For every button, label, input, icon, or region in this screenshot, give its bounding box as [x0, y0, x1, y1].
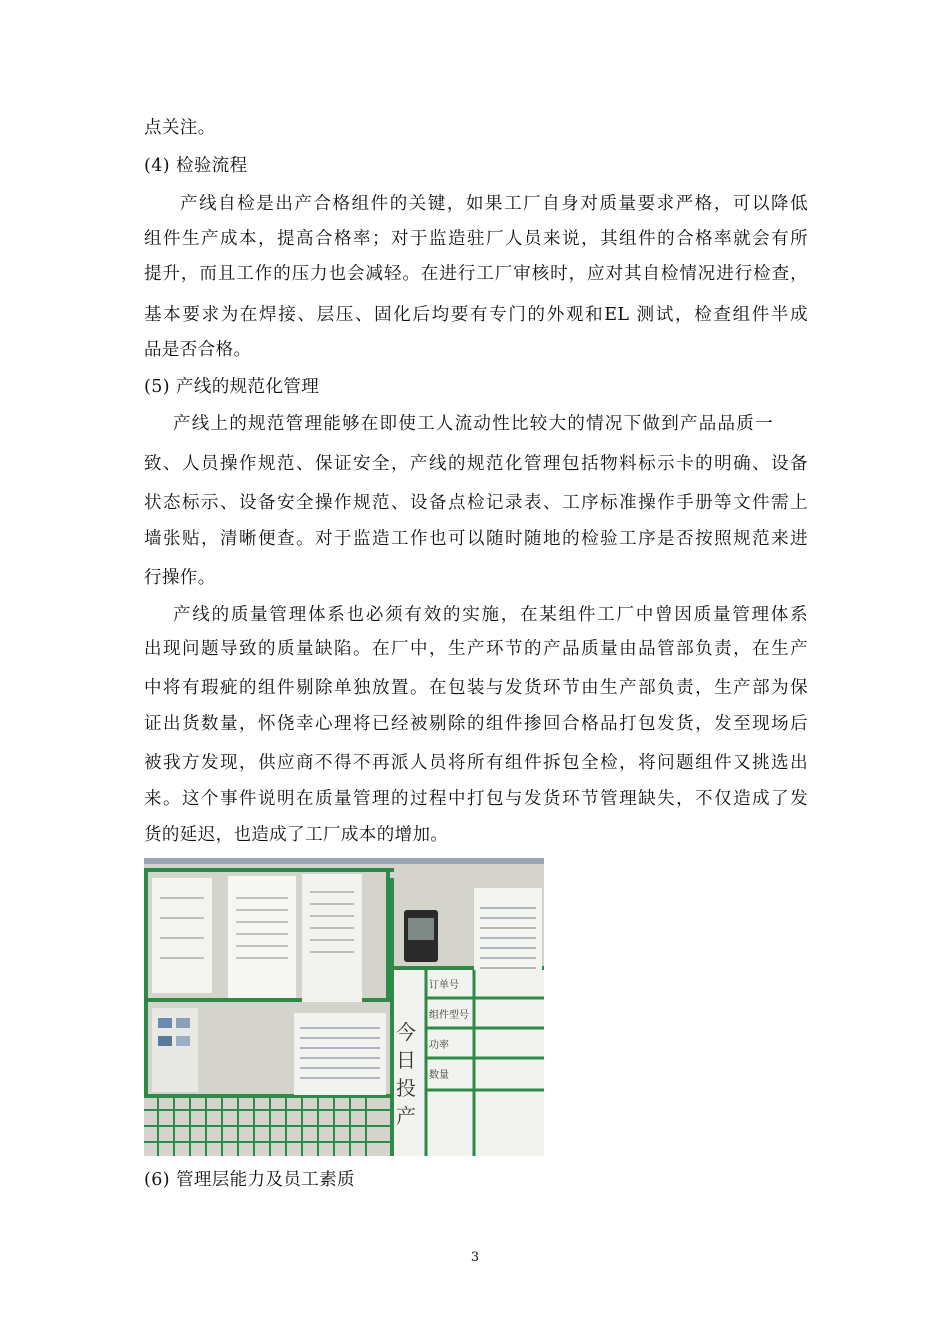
section-heading: (4) 检验流程	[144, 156, 248, 176]
text-line: 致、人员操作规范、保证安全，产线的规范化管理包括物料标示卡的明确、设备	[144, 454, 808, 474]
board-char: 产	[396, 1104, 416, 1128]
text-line: 中将有瑕疵的组件剔除单独放置。在包装与发货环节由生产部负责，生产部为保	[144, 678, 808, 698]
board-char: 今	[396, 1020, 416, 1044]
board-row-label: 数量	[429, 1070, 449, 1081]
text-line: 产线自检是出产合格组件的关键，如果工厂自身对质量要求严格，可以降低	[180, 194, 808, 214]
text-line: 出现问题导致的质量缺陷。在厂中，生产环节的产品质量由品管部负责，在生产	[144, 639, 808, 659]
board-row-labels	[429, 976, 475, 1096]
section-heading: (5) 产线的规范化管理	[144, 377, 320, 397]
board-row-label: 组件型号	[429, 1010, 469, 1021]
text-line: 品是否合格。	[144, 340, 252, 360]
handwritten-board-label	[396, 1018, 424, 1130]
text-line: 组件生产成本，提高合格率；对于监造驻厂人员来说，其组件的合格率就会有所	[144, 229, 808, 249]
text-line: 墙张贴，清晰便查。对于监造工作也可以随时随地的检验工序是否按照规范来进	[144, 529, 808, 549]
page-number: 3	[470, 1250, 480, 1265]
text-line: 基本要求为在焊接、层压、固化后均要有专门的外观和EL 测试，检查组件半成	[144, 305, 808, 325]
factory-wall-illustration	[144, 858, 544, 1156]
text-line: 行操作。	[144, 568, 216, 588]
text-line: 提升，而且工作的压力也会减轻。在进行工厂审核时，应对其自检情况进行检查，	[144, 264, 808, 284]
text-line: 产线的质量管理体系也必须有效的实施，在某组件工厂中曾因质量管理体系	[173, 605, 808, 625]
board-row-label: 订单号	[429, 980, 459, 991]
text-line: 状态标示、设备安全操作规范、设备点检记录表、工序标准操作手册等文件需上	[144, 493, 808, 513]
text-line: 点关注。	[144, 118, 216, 138]
text-line: 来。这个事件说明在质量管理的过程中打包与发货环节管理缺失，不仅造成了发	[144, 789, 808, 809]
board-char: 投	[396, 1076, 416, 1100]
text-line: 被我方发现，供应商不得不再派人员将所有组件拆包全检，将问题组件又挑选出	[144, 753, 808, 773]
section-heading: (6) 管理层能力及员工素质	[144, 1170, 355, 1190]
text-line: 货的延迟，也造成了工厂成本的增加。	[144, 825, 449, 845]
text-line: 证出货数量，怀侥幸心理将已经被剔除的组件掺回合格品打包发货，发至现场后	[144, 714, 808, 734]
text-line: 产线上的规范管理能够在即使工人流动性比较大的情况下做到产品品质一	[173, 414, 773, 434]
board-row-label: 功率	[429, 1040, 449, 1051]
board-char: 日	[396, 1048, 416, 1072]
factory-wall-photo	[144, 858, 544, 1156]
